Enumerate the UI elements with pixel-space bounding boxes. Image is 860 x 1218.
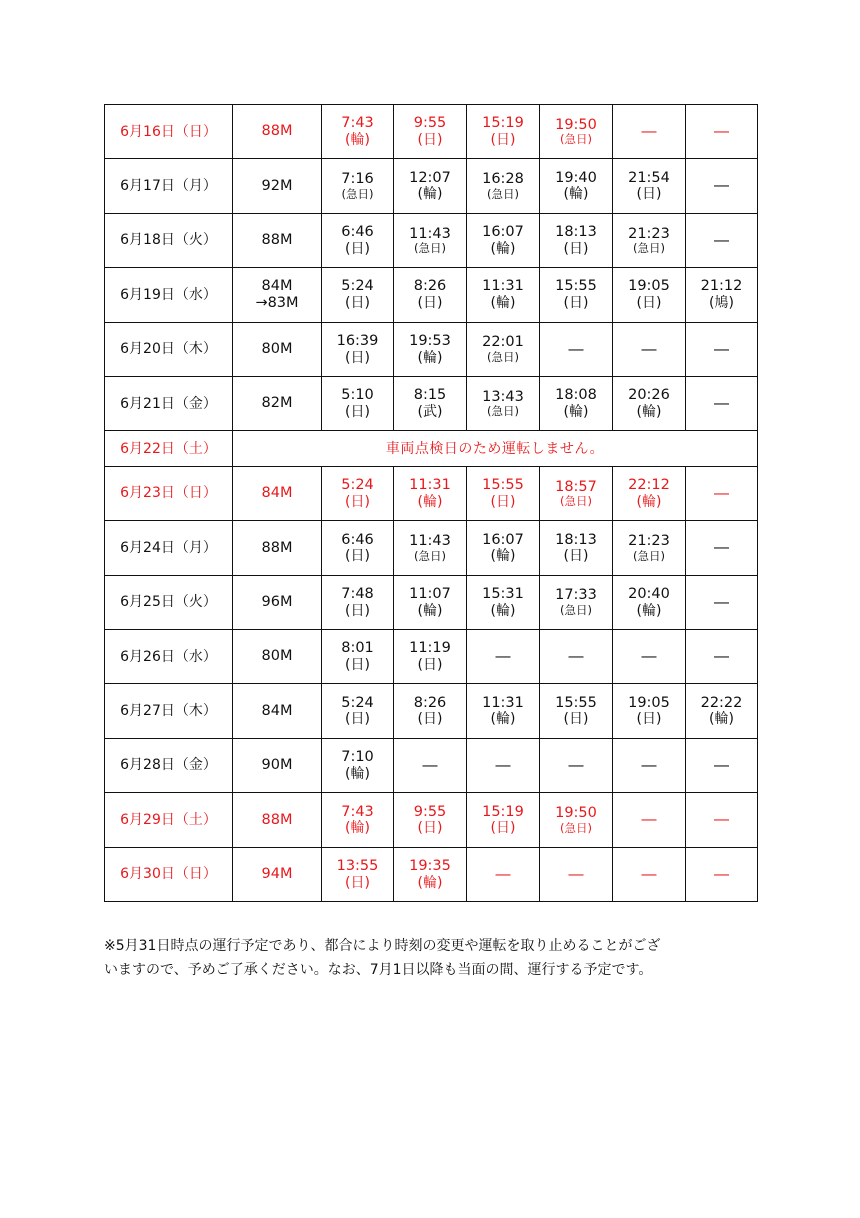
- no-departure-dash: ―: [394, 738, 467, 792]
- no-departure-dash: ―: [613, 105, 686, 159]
- model-label: 80M: [261, 648, 293, 665]
- train-type-label: (輪): [490, 295, 516, 312]
- departure-time: 11:31: [482, 278, 524, 295]
- model-label: 90M: [261, 757, 293, 774]
- date-cell: 6月19日（水）: [105, 268, 233, 322]
- no-departure-dash: ―: [613, 793, 686, 847]
- model-label: 84M: [261, 702, 293, 719]
- departure-time: 11:31: [482, 694, 524, 711]
- no-departure-dash: ―: [686, 847, 758, 901]
- train-type-label: (輪): [563, 186, 589, 203]
- date-cell: 6月25日（火）: [105, 575, 233, 629]
- departure-time: 9:55: [413, 803, 447, 820]
- departure-cell: [322, 268, 394, 322]
- date-cell: 6月18日（火）: [105, 213, 233, 267]
- departure-time: 22:22: [700, 694, 743, 711]
- departure-time: 8:15: [413, 387, 447, 404]
- departure-cell: [540, 793, 613, 847]
- departure-time: 18:13: [555, 531, 597, 548]
- train-type-label: (輪): [417, 493, 443, 510]
- date-cell: 6月29日（土）: [105, 793, 233, 847]
- date-cell: 6月20日（木）: [105, 322, 233, 376]
- train-type-label: (急日): [487, 404, 519, 419]
- departure-time: 8:26: [413, 278, 447, 295]
- date-cell: 6月16日（日）: [105, 105, 233, 159]
- departure-time: 6:46: [341, 224, 374, 241]
- model-cell: [233, 847, 322, 901]
- model-cell: [233, 322, 322, 376]
- departure-time: 11:43: [409, 225, 451, 242]
- train-type-label: (急日): [560, 132, 592, 147]
- departure-cell: [394, 159, 467, 213]
- model-label: 94M: [261, 865, 293, 882]
- departure-cell: [613, 268, 686, 322]
- departure-cell: [322, 376, 394, 430]
- departure-time: 12:07: [409, 169, 451, 186]
- departure-time: 18:57: [555, 478, 597, 495]
- schedule-row: [105, 268, 758, 322]
- train-type-label: (日): [636, 295, 662, 312]
- no-departure-dash: ―: [467, 847, 540, 901]
- departure-time: 16:28: [482, 171, 524, 188]
- departure-cell: [540, 159, 613, 213]
- departure-cell: [394, 521, 467, 575]
- departure-time: 19:53: [409, 332, 451, 349]
- footnote: [104, 934, 764, 982]
- schedule-row: [105, 105, 758, 159]
- schedule-row: [105, 793, 758, 847]
- train-type-label: (急日): [414, 548, 446, 563]
- no-departure-dash: ―: [467, 630, 540, 684]
- model-label: 84M: [261, 278, 293, 295]
- schedule-row: [105, 159, 758, 213]
- schedule-table: [104, 104, 758, 902]
- departure-time: 19:40: [555, 169, 597, 186]
- date-cell: 6月22日（土）: [105, 431, 233, 467]
- departure-time: 11:07: [409, 585, 451, 602]
- date-cell: 6月27日（木）: [105, 684, 233, 738]
- footnote-line-1: ※5月31日時点の運行予定であり、都合により時刻の変更や運転を取り止めることがござ: [104, 938, 661, 954]
- departure-time: 20:40: [628, 585, 670, 602]
- departure-time: 19:05: [628, 278, 670, 295]
- departure-time: 5:24: [341, 477, 374, 494]
- departure-cell: [322, 466, 394, 520]
- train-type-label: (日): [345, 657, 370, 673]
- train-type-label: (輪): [345, 820, 370, 837]
- departure-cell: [322, 630, 394, 684]
- departure-cell: [467, 466, 540, 520]
- train-type-label: (輪): [345, 765, 370, 782]
- model-cell: [233, 268, 322, 322]
- departure-time: 15:19: [482, 803, 524, 820]
- model-label: 82M: [261, 395, 293, 412]
- model-cell: [233, 466, 322, 520]
- no-departure-dash: ―: [467, 738, 540, 792]
- train-type-label: (日): [490, 131, 516, 148]
- train-type-label: (日): [490, 820, 516, 837]
- schedule-row: [105, 521, 758, 575]
- schedule-row: [105, 213, 758, 267]
- model-cell: [233, 105, 322, 159]
- model-label: 88M: [261, 811, 293, 828]
- train-type-label: (日): [345, 493, 370, 510]
- train-type-label: (日): [417, 657, 443, 673]
- train-type-label: (日): [636, 711, 662, 728]
- schedule-row: [105, 738, 758, 792]
- date-cell: 6月26日（水）: [105, 630, 233, 684]
- model-cell: [233, 738, 322, 792]
- departure-time: 19:50: [555, 804, 597, 821]
- train-type-label: (日): [345, 711, 370, 728]
- model-cell: [233, 159, 322, 213]
- departure-time: 5:10: [341, 387, 374, 404]
- departure-time: 22:01: [482, 334, 524, 351]
- model-cell: [233, 793, 322, 847]
- train-type-label: (日): [563, 548, 589, 565]
- departure-cell: [322, 105, 394, 159]
- model-label: 88M: [261, 232, 293, 249]
- departure-cell: [467, 793, 540, 847]
- schedule-row: [105, 630, 758, 684]
- departure-cell: [613, 213, 686, 267]
- departure-time: 22:12: [628, 477, 670, 494]
- schedule-row: [105, 684, 758, 738]
- departure-time: 13:43: [482, 388, 524, 405]
- no-departure-dash: ―: [540, 738, 613, 792]
- departure-time: 11:43: [409, 532, 451, 549]
- model-label: 88M: [261, 123, 293, 140]
- departure-time: 8:26: [413, 694, 447, 711]
- departure-cell: [540, 213, 613, 267]
- train-type-label: (日): [563, 711, 589, 728]
- train-type-label: (輪): [417, 602, 443, 619]
- departure-time: 7:43: [341, 115, 374, 132]
- train-type-label: (急日): [633, 548, 665, 563]
- departure-time: 21:23: [628, 225, 670, 242]
- departure-cell: [613, 376, 686, 430]
- date-cell: 6月23日（日）: [105, 466, 233, 520]
- departure-time: 15:55: [555, 694, 597, 711]
- train-type-label: (日): [345, 349, 370, 366]
- no-departure-dash: ―: [540, 847, 613, 901]
- departure-cell: [540, 376, 613, 430]
- train-type-label: (急日): [341, 186, 374, 201]
- departure-time: 11:31: [409, 477, 451, 494]
- train-type-label: (日): [417, 820, 443, 837]
- departure-time: 16:39: [336, 332, 379, 349]
- date-cell: 6月17日（月）: [105, 159, 233, 213]
- model-label: 80M: [261, 340, 293, 357]
- departure-cell: [322, 684, 394, 738]
- departure-cell: [613, 684, 686, 738]
- departure-cell: [322, 159, 394, 213]
- departure-cell: [322, 793, 394, 847]
- no-departure-dash: ―: [686, 738, 758, 792]
- model-cell: [233, 376, 322, 430]
- departure-cell: [686, 684, 758, 738]
- train-type-label: (輪): [709, 711, 734, 728]
- departure-cell: [467, 684, 540, 738]
- departure-time: 16:07: [482, 224, 524, 241]
- train-type-label: (輪): [417, 874, 443, 891]
- departure-cell: [540, 268, 613, 322]
- schedule-row: [105, 575, 758, 629]
- departure-cell: [394, 793, 467, 847]
- departure-time: 6:46: [341, 531, 374, 548]
- no-departure-dash: ―: [686, 575, 758, 629]
- departure-cell: [613, 521, 686, 575]
- departure-cell: [540, 466, 613, 520]
- no-departure-dash: ―: [540, 630, 613, 684]
- train-type-label: (日): [345, 874, 370, 891]
- departure-time: 20:26: [628, 387, 670, 404]
- train-type-label: (輪): [490, 711, 516, 728]
- departure-cell: [394, 322, 467, 376]
- train-type-label: (日): [345, 240, 370, 257]
- model-change-label: →83M: [255, 294, 299, 311]
- model-cell: [233, 630, 322, 684]
- train-type-label: (日): [345, 403, 370, 420]
- departure-cell: [467, 521, 540, 575]
- departure-cell: [467, 159, 540, 213]
- no-departure-dash: ―: [686, 213, 758, 267]
- train-type-label: (日): [345, 295, 370, 312]
- no-service-notice: 車両点検日のため運転しません。: [233, 431, 758, 467]
- train-type-label: (輪): [636, 403, 662, 420]
- train-type-label: (輪): [490, 240, 516, 257]
- no-departure-dash: ―: [613, 630, 686, 684]
- departure-time: 7:48: [341, 585, 374, 602]
- departure-time: 13:55: [336, 857, 379, 874]
- departure-cell: [613, 575, 686, 629]
- departure-time: 15:31: [482, 585, 524, 602]
- model-cell: [233, 213, 322, 267]
- departure-time: 21:12: [700, 278, 743, 295]
- no-departure-dash: ―: [613, 738, 686, 792]
- departure-cell: [467, 213, 540, 267]
- model-label: 88M: [261, 539, 293, 556]
- model-cell: [233, 684, 322, 738]
- train-type-label: (日): [563, 295, 589, 312]
- departure-time: 19:50: [555, 116, 597, 133]
- departure-cell: [394, 847, 467, 901]
- train-type-label: (輪): [417, 186, 443, 203]
- no-departure-dash: ―: [613, 847, 686, 901]
- train-type-label: (日): [417, 295, 443, 312]
- departure-cell: [394, 105, 467, 159]
- departure-time: 7:43: [341, 803, 374, 820]
- train-type-label: (急日): [560, 494, 592, 509]
- departure-cell: [686, 268, 758, 322]
- no-departure-dash: ―: [686, 159, 758, 213]
- departure-time: 16:07: [482, 531, 524, 548]
- departure-time: 21:54: [628, 169, 670, 186]
- departure-cell: [322, 847, 394, 901]
- departure-cell: [467, 268, 540, 322]
- footnote-line-2: いますので、予めご了承ください。なお、7月1日以降も当面の間、運行する予定です。: [104, 962, 653, 978]
- departure-cell: [394, 268, 467, 322]
- departure-cell: [540, 521, 613, 575]
- train-type-label: (輪): [490, 548, 516, 565]
- departure-time: 15:55: [555, 278, 597, 295]
- date-cell: 6月21日（金）: [105, 376, 233, 430]
- departure-time: 17:33: [555, 587, 597, 604]
- departure-cell: [322, 213, 394, 267]
- departure-cell: [394, 575, 467, 629]
- model-label: 96M: [261, 593, 293, 610]
- departure-cell: [613, 466, 686, 520]
- train-type-label: (日): [417, 131, 443, 148]
- schedule-row: [105, 322, 758, 376]
- departure-cell: [394, 213, 467, 267]
- train-type-label: (日): [345, 602, 370, 619]
- date-cell: 6月30日（日）: [105, 847, 233, 901]
- departure-time: 15:55: [482, 477, 524, 494]
- train-type-label: (急日): [487, 349, 519, 364]
- departure-cell: [540, 105, 613, 159]
- departure-cell: [540, 575, 613, 629]
- no-departure-dash: ―: [686, 793, 758, 847]
- departure-cell: [322, 322, 394, 376]
- train-type-label: (急日): [560, 820, 592, 835]
- model-label: 92M: [261, 177, 293, 194]
- no-departure-dash: ―: [686, 521, 758, 575]
- departure-cell: [322, 575, 394, 629]
- model-cell: [233, 575, 322, 629]
- model-cell: [233, 521, 322, 575]
- departure-time: 19:05: [628, 694, 670, 711]
- schedule-row: [105, 847, 758, 901]
- departure-cell: [394, 684, 467, 738]
- departure-cell: [613, 159, 686, 213]
- train-type-label: (鳩): [709, 295, 734, 312]
- departure-cell: [467, 105, 540, 159]
- departure-cell: [394, 630, 467, 684]
- date-cell: 6月24日（月）: [105, 521, 233, 575]
- departure-cell: [467, 575, 540, 629]
- departure-cell: [394, 376, 467, 430]
- train-type-label: (輪): [563, 403, 589, 420]
- departure-time: 5:24: [341, 278, 374, 295]
- train-type-label: (日): [636, 186, 662, 203]
- departure-cell: [322, 738, 394, 792]
- departure-time: 8:01: [341, 640, 374, 657]
- departure-cell: [467, 376, 540, 430]
- departure-time: 21:23: [628, 532, 670, 549]
- no-departure-dash: ―: [686, 376, 758, 430]
- train-type-label: (急日): [633, 241, 665, 256]
- departure-time: 19:35: [409, 857, 451, 874]
- no-departure-dash: ―: [686, 630, 758, 684]
- train-type-label: (日): [563, 240, 589, 257]
- no-departure-dash: ―: [540, 322, 613, 376]
- train-type-label: (急日): [414, 241, 446, 256]
- train-type-label: (輪): [345, 131, 370, 148]
- no-departure-dash: ―: [686, 466, 758, 520]
- train-type-label: (急日): [560, 603, 592, 618]
- train-type-label: (日): [345, 548, 370, 565]
- departure-time: 15:19: [482, 115, 524, 132]
- train-type-label: (輪): [636, 602, 662, 619]
- departure-cell: [540, 684, 613, 738]
- schedule-row: [105, 376, 758, 430]
- departure-cell: [322, 521, 394, 575]
- schedule-row: [105, 466, 758, 520]
- train-type-label: (日): [417, 711, 443, 728]
- schedule-row: [105, 431, 758, 467]
- train-type-label: (武): [417, 403, 443, 420]
- departure-time: 5:24: [341, 694, 374, 711]
- departure-time: 18:08: [555, 387, 597, 404]
- no-departure-dash: ―: [686, 105, 758, 159]
- departure-cell: [394, 466, 467, 520]
- departure-time: 9:55: [413, 115, 447, 132]
- departure-time: 18:13: [555, 224, 597, 241]
- train-type-label: (急日): [487, 186, 519, 201]
- date-cell: 6月28日（金）: [105, 738, 233, 792]
- no-departure-dash: ―: [613, 322, 686, 376]
- departure-cell: [467, 322, 540, 376]
- train-type-label: (輪): [417, 349, 443, 366]
- departure-time: 11:19: [409, 640, 451, 657]
- departure-time: 7:16: [341, 171, 374, 188]
- departure-time: 7:10: [341, 749, 374, 766]
- model-label: 84M: [261, 485, 293, 502]
- train-type-label: (日): [490, 493, 516, 510]
- train-type-label: (輪): [490, 602, 516, 619]
- train-type-label: (輪): [636, 493, 662, 510]
- no-departure-dash: ―: [686, 322, 758, 376]
